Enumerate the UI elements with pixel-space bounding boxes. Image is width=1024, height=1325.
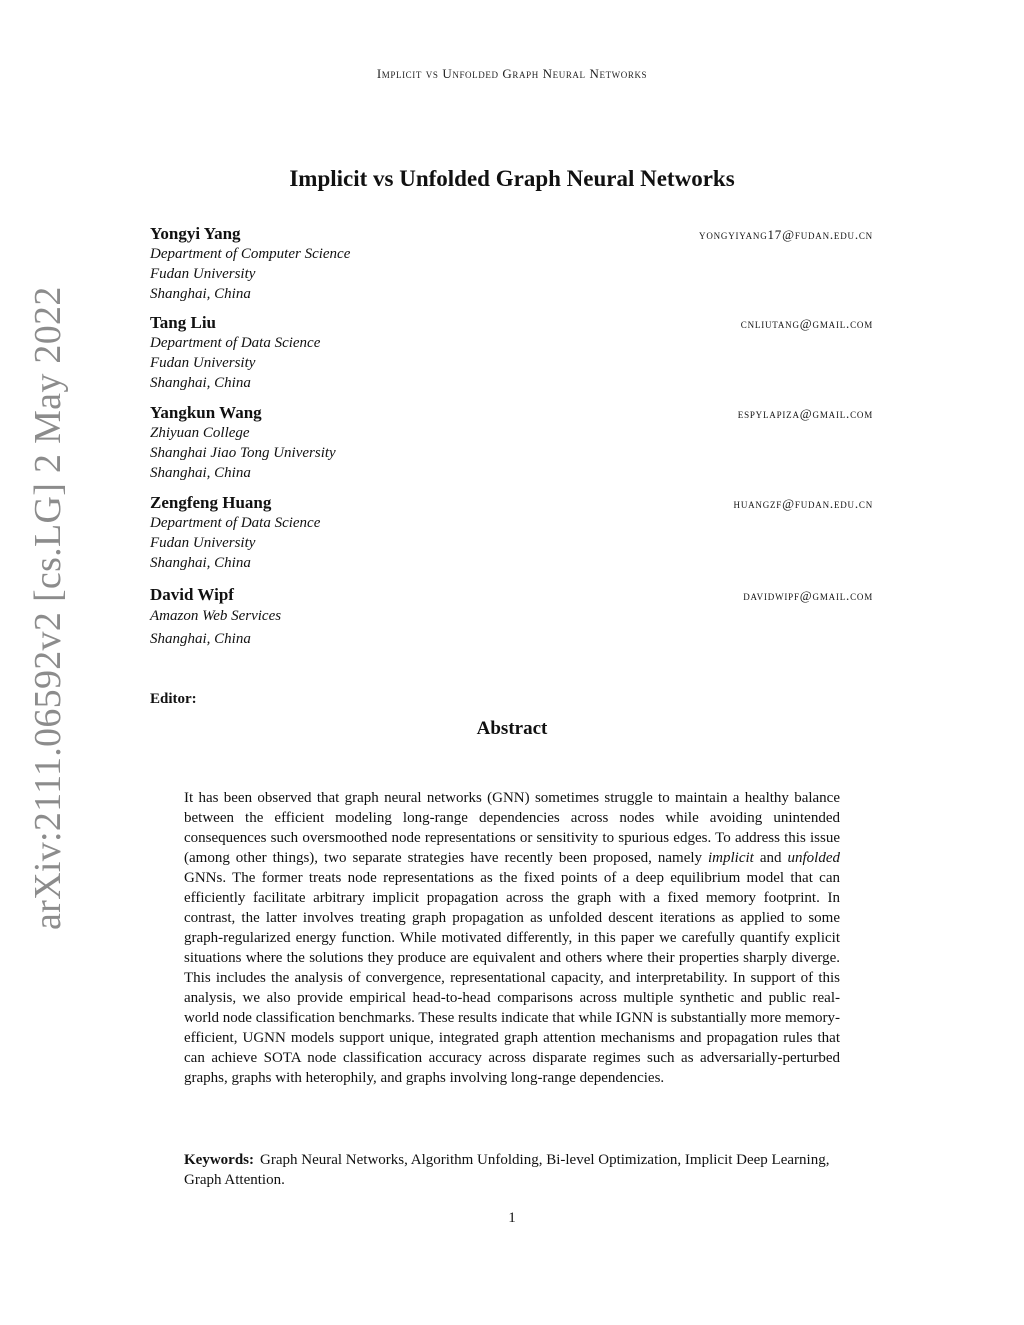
author-affiliation-line: Shanghai, China — [150, 465, 251, 481]
page-number: 1 — [508, 1210, 516, 1226]
author-email: yongyiyang17@fudan.edu.cn — [699, 227, 873, 242]
author-affiliation-line: Shanghai, China — [150, 375, 251, 391]
author-block — [150, 224, 873, 304]
arxiv-stamp: arXiv:2111.06592v2 [cs.LG] 2 May 2022 — [27, 286, 69, 930]
author-affiliation-line: Department of Computer Science — [150, 246, 351, 262]
keywords-text: Graph Neural Networks, Algorithm Unfolding, Bi-level Optimization, Implicit Deep Learning, Graph Attention. — [184, 1152, 830, 1188]
author-name: Zengfeng Huang — [150, 493, 272, 512]
author-affiliation-line: Shanghai, China — [150, 555, 251, 571]
abstract-body — [184, 788, 840, 1088]
author-block — [150, 585, 873, 651]
running-head: Implicit vs Unfolded Graph Neural Networks — [376, 66, 648, 81]
author-name: Yongyi Yang — [150, 224, 241, 243]
author-block — [150, 403, 873, 483]
author-affiliation-line: Department of Data Science — [150, 515, 321, 531]
abstract-text: and — [753, 850, 788, 866]
abstract-emphasis: unfolded — [787, 850, 840, 866]
author-email: cnliutang@gmail.com — [740, 316, 873, 331]
abstract-text: GNNs. The former treats node representations as the fixed points of a deep equilibrium model that can efficiently facilitate arbitrary implicit propagation across the graph with a fixed memory footprint. In contrast, the latter involves treating graph propagation as unfolded descent iterations as applied to some graph-regularized energy function. While motivated differently, in this paper we carefully quantify explicit situations where the solutions they produce are equivalent and others where their properties sharply diverge. This includes the analysis of convergence, representational capacity, and interpretability. In support of this analysis, we also provide empirical head-to-head comparisons across multiple synthetic and public real-world node classification benchmarks. These results indicate that while IGNN is substantially more memory-efficient, UGNN models support unique, integrated graph attention mechanisms and propagation rules that can achieve SOTA node classification accuracy across disparate regimes such as adversarially-perturbed graphs, graphs with heterophily, and graphs involving long-range dependencies. — [184, 870, 840, 1086]
author-email: espylapiza@gmail.com — [737, 406, 873, 421]
paper-title: Implicit vs Unfolded Graph Neural Networks — [289, 166, 735, 191]
author-affiliation-line: Zhiyuan College — [150, 425, 250, 441]
author-email: davidwipf@gmail.com — [743, 588, 873, 603]
author-affiliation-line: Amazon Web Services — [150, 608, 282, 624]
author-name: David Wipf — [150, 585, 234, 604]
keywords-label: Keywords: — [184, 1152, 254, 1168]
author-affiliation-line: Fudan University — [150, 355, 256, 371]
author-name: Tang Liu — [150, 313, 216, 332]
keywords — [184, 1150, 840, 1190]
author-block — [150, 493, 873, 573]
author-affiliation-line: Fudan University — [150, 535, 256, 551]
author-name: Yangkun Wang — [150, 403, 262, 422]
author-affiliation-line: Shanghai Jiao Tong University — [150, 445, 336, 461]
abstract-heading: Abstract — [476, 718, 548, 739]
abstract-text: It has been observed that graph neural networks (GNN) sometimes struggle to maintain a healthy balance between the efficient modeling long-range dependencies across nodes while avoiding unintended consequences such oversmoothed node representations or sensitivity to spurious edges. To address this issue (among other things), two separate strategies have recently been proposed, namely — [184, 790, 840, 866]
abstract-emphasis: implicit — [708, 850, 754, 866]
author-affiliation-line: Shanghai, China — [150, 286, 251, 302]
author-affiliation-line: Fudan University — [150, 266, 256, 282]
author-affiliation-line: Department of Data Science — [150, 335, 321, 351]
editor-label: Editor: — [150, 691, 197, 707]
author-block — [150, 313, 873, 393]
author-email: huangzf@fudan.edu.cn — [733, 496, 873, 511]
author-affiliation-line: Shanghai, China — [150, 631, 251, 647]
